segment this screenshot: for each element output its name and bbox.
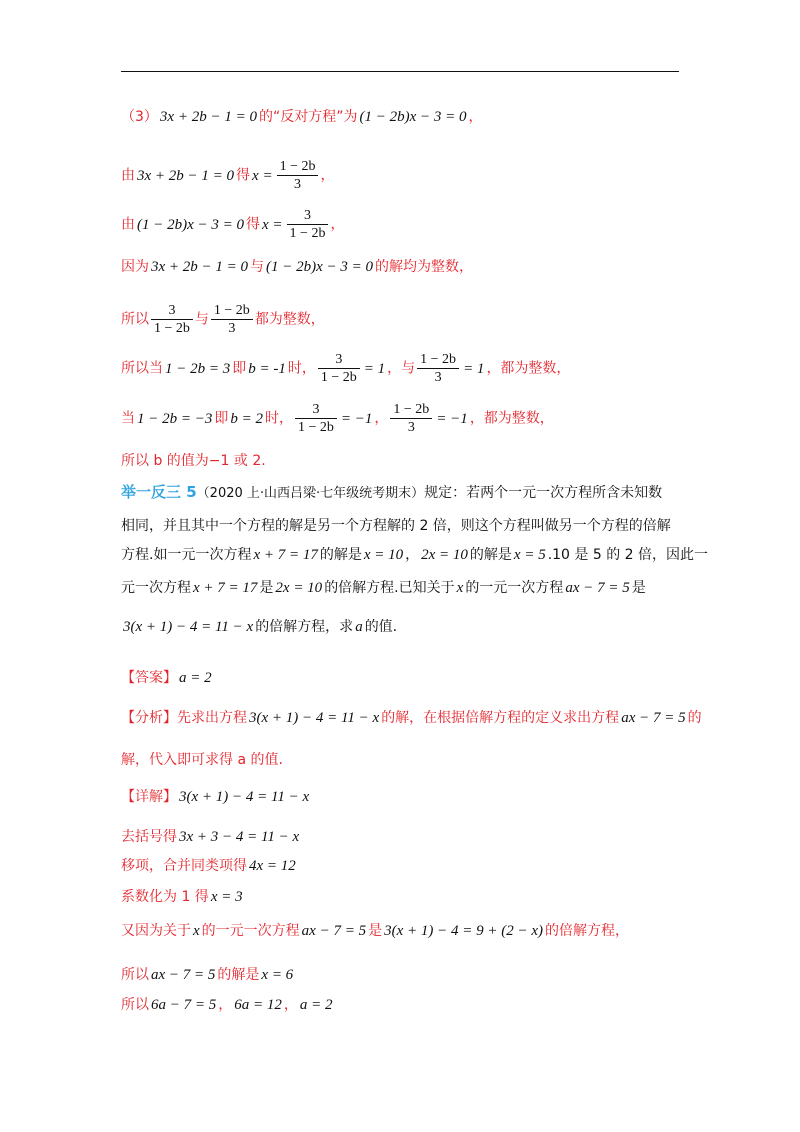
math-expression: = 1 [363, 360, 386, 377]
text-segment: 因为 [121, 259, 149, 275]
detail-header [121, 786, 311, 806]
text-segment: 得 [236, 167, 251, 184]
math-expression: x + 7 = 17 [253, 547, 318, 563]
math-expression: 3x + 2b − 1 = 0 [151, 259, 249, 275]
math-expression: = −1 [436, 410, 468, 427]
math-expression: 3x + 3 − 4 = 11 − x [179, 829, 300, 845]
math-expression: x = [262, 216, 283, 233]
text-segment: 的倍解方程，求 [255, 619, 354, 635]
text-segment: 的解是 [469, 547, 512, 563]
math-expression: b = 2 [230, 410, 263, 427]
solution-line-2 [121, 158, 334, 193]
text-segment: 时， [265, 410, 293, 427]
text-segment: 即 [214, 410, 229, 427]
text-segment: .10 是 5 的 2 倍，因此一 [547, 547, 709, 563]
text-segment: 是 [368, 923, 383, 939]
fraction-denominator: 3 [294, 177, 302, 192]
text-segment: 的“反对方程”为 [258, 109, 358, 125]
text-segment: 的倍解方程.已知关于 [324, 580, 455, 596]
math-expression: ax − 7 = 5 [301, 923, 367, 939]
text-segment: 时， [287, 360, 316, 377]
fraction-denominator: 3 [228, 321, 236, 336]
text-segment: （2020 上·山西吕梁·七年级统考期末） [196, 486, 425, 501]
solution-line-6 [121, 351, 570, 386]
text-segment: 得 [246, 216, 261, 233]
answer-line [121, 667, 214, 687]
problem-text-2 [121, 515, 671, 535]
fraction-denominator: 1 − 2b [289, 226, 326, 241]
text-segment: 是 [631, 580, 646, 596]
math-expression: x [456, 580, 464, 596]
fraction-numerator: 3 [295, 401, 337, 419]
fraction [211, 302, 253, 337]
fraction-numerator: 1 − 2b [211, 302, 253, 320]
text-segment: 方程.如一元一次方程 [121, 547, 252, 563]
fraction-numerator: 1 − 2b [390, 401, 432, 419]
text-segment: 由 [121, 167, 135, 184]
text-segment: 【详解】 [121, 789, 177, 805]
fraction-numerator: 1 − 2b [277, 158, 319, 176]
text-segment: 的解是 [217, 967, 260, 983]
text-segment: 移项，合并同类项得 [121, 858, 247, 874]
solution-line-5 [121, 302, 325, 337]
math-expression: ax − 7 = 5 [565, 580, 630, 596]
text-segment: 规定：若两个一元一次方程所含未知数 [424, 485, 663, 501]
problem-header [121, 481, 662, 502]
text-segment: 所以当 [121, 360, 163, 377]
text-segment: 的解均为整数， [375, 259, 474, 275]
math-expression: x + 7 = 17 [193, 580, 258, 596]
math-expression: a [355, 619, 363, 635]
text-segment: 又因为关于 [121, 923, 191, 939]
fraction [390, 401, 432, 436]
math-expression: 6a = 12 [234, 997, 282, 1013]
text-segment: ， [374, 410, 389, 427]
text-segment: 是 [259, 580, 274, 596]
text-segment: 系数化为 1 得 [121, 889, 209, 905]
text-segment: ， [330, 216, 345, 233]
text-segment: ，都为整数， [469, 410, 554, 427]
fraction-denominator: 1 − 2b [320, 370, 357, 385]
text-segment: 相同，并且其中一个方程的解是另一个方程解的 2 倍，则这个方程叫做另一个方程的倍解 [121, 518, 671, 534]
math-expression: (1 − 2b)x − 3 = 0 [266, 259, 374, 275]
fraction-denominator: 3 [434, 370, 442, 385]
section-heading: 举一反三 5 [121, 483, 197, 501]
math-expression: 4x = 12 [249, 858, 296, 874]
math-expression: a = 2 [179, 670, 212, 686]
solution-conclusion [121, 450, 266, 470]
text-segment: 去括号得 [121, 829, 177, 845]
text-segment: 的值. [364, 619, 398, 635]
text-segment: （3） [121, 109, 158, 125]
fraction [318, 351, 360, 386]
text-segment: 的解是 [319, 547, 362, 563]
text-segment: 【分析】先求出方程 [121, 710, 247, 726]
math-expression: 3(x + 1) − 4 = 11 − x [123, 619, 254, 635]
math-expression: (1 − 2b)x − 3 = 0 [137, 216, 245, 233]
text-segment: 所以 b 的值为−1 或 2. [121, 453, 266, 469]
fraction-denominator: 1 − 2b [298, 420, 334, 435]
text-segment: ，与 [387, 360, 416, 377]
fraction-numerator: 3 [287, 207, 329, 225]
text-segment: 的一元一次方程 [465, 580, 564, 596]
math-expression: x = 10 [363, 547, 404, 563]
text-segment: 即 [232, 360, 247, 377]
text-segment: ， [283, 997, 298, 1013]
fraction-numerator: 3 [151, 302, 193, 320]
math-expression: 3(x + 1) − 4 = 9 + (2 − x) [384, 923, 543, 939]
text-segment: 所以 [121, 967, 149, 983]
math-expression: 2x = 10 [275, 580, 323, 596]
detail-step-1 [121, 826, 301, 846]
text-segment: 的解，在根据倍解方程的定义求出方程 [381, 710, 620, 726]
text-segment: 都为整数， [254, 311, 325, 328]
fraction [277, 158, 319, 193]
text-segment: 由 [121, 216, 135, 233]
math-expression: x = [252, 167, 273, 184]
math-expression: 3(x + 1) − 4 = 11 − x [179, 789, 310, 805]
detail-step-5 [121, 964, 295, 984]
text-segment: 的一元一次方程 [201, 923, 300, 939]
solution-line-7 [121, 401, 554, 436]
detail-step-2 [121, 855, 298, 875]
math-expression: x = 5 [513, 547, 546, 563]
solution-line-4 [121, 256, 473, 276]
solution-line-3 [121, 207, 344, 242]
math-expression: b = -1 [248, 360, 286, 377]
problem-text-4 [121, 577, 646, 597]
math-expression: = 1 [463, 360, 485, 377]
text-segment: ， [405, 547, 420, 563]
analysis-line-1 [121, 707, 702, 727]
text-segment: 所以 [121, 997, 149, 1013]
text-segment: 与 [194, 311, 209, 328]
math-expression: 2x = 10 [421, 547, 468, 563]
text-segment: 解，代入即可求得 a 的值. [121, 752, 283, 768]
text-segment: 与 [250, 259, 265, 275]
fraction-numerator: 1 − 2b [417, 351, 459, 369]
fraction-denominator: 3 [407, 420, 415, 435]
text-segment: ， [218, 997, 233, 1013]
problem-text-5 [121, 616, 397, 636]
text-segment: ， [320, 167, 335, 184]
analysis-line-2 [121, 749, 283, 769]
text-segment: 所以 [121, 311, 149, 328]
math-expression: 6a − 7 = 5 [151, 997, 217, 1013]
text-segment: ， [468, 109, 483, 125]
text-segment: 【答案】 [121, 670, 177, 686]
math-expression: ax − 7 = 5 [621, 710, 686, 726]
math-expression: x = 3 [210, 889, 243, 905]
text-segment: 元一次方程 [121, 580, 191, 596]
detail-step-3 [121, 886, 245, 906]
text-segment: 的倍解方程， [544, 923, 629, 939]
math-expression: x = 6 [261, 967, 294, 983]
math-expression: (1 − 2b)x − 3 = 0 [359, 109, 467, 125]
math-expression: 3x + 2b − 1 = 0 [159, 109, 257, 125]
solution-line-1 [121, 106, 482, 126]
text-segment: 的 [687, 710, 702, 726]
fraction [295, 401, 337, 436]
math-expression: 1 − 2b = 3 [165, 360, 231, 377]
math-expression: = −1 [340, 410, 373, 427]
fraction-denominator: 1 − 2b [154, 321, 190, 336]
fraction [151, 302, 193, 337]
math-expression: a = 2 [299, 997, 333, 1013]
math-expression: x [193, 923, 200, 939]
math-expression: 1 − 2b = −3 [137, 410, 213, 427]
math-expression: ax − 7 = 5 [151, 967, 216, 983]
problem-text-3 [121, 544, 708, 564]
text-segment: ，都为整数， [486, 360, 571, 377]
text-segment: 当 [121, 410, 135, 427]
math-expression: 3x + 2b − 1 = 0 [137, 167, 235, 184]
math-expression: 3(x + 1) − 4 = 11 − x [249, 710, 380, 726]
fraction [417, 351, 459, 386]
header-rule [121, 71, 679, 72]
detail-step-4 [121, 920, 629, 940]
fraction-numerator: 3 [318, 351, 360, 369]
detail-step-6 [121, 994, 335, 1014]
fraction [287, 207, 329, 242]
